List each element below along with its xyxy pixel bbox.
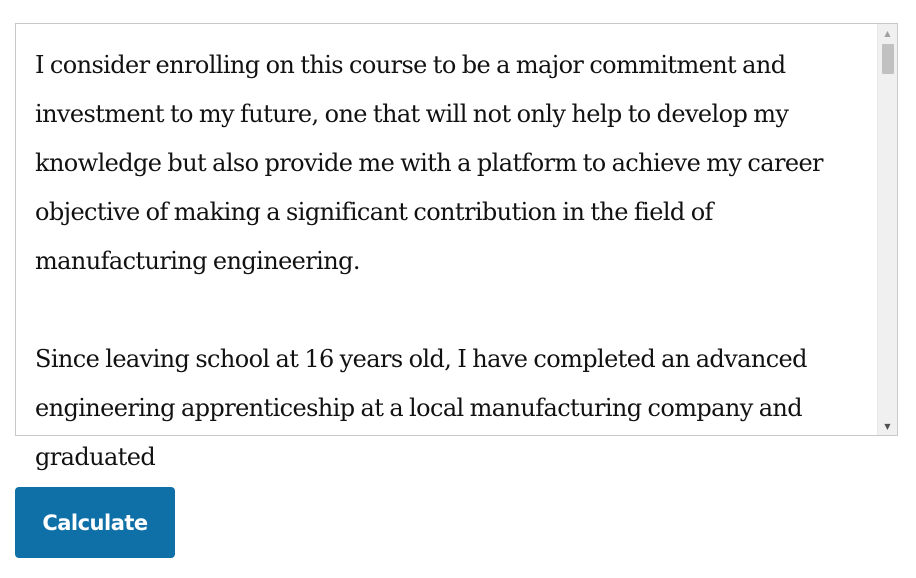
essay-textarea[interactable] xyxy=(15,23,898,471)
essay-paragraph-2: Since leaving school at 16 years old, I have completed an advanced engineering apprenticeship at a local manufacturing company and graduated xyxy=(35,345,807,471)
vertical-scrollbar[interactable] xyxy=(877,24,897,435)
essay-paragraph-1: I consider enrolling on this course to be a major commitment and investment to my future, one that will not only help to develop my knowledge but also provide me with a platform to achieve my career objective of making a significant contribution in the field of manufacturing engineering. xyxy=(35,51,823,275)
scroll-thumb[interactable] xyxy=(882,44,894,74)
scroll-up-arrow-icon[interactable]: ▲ xyxy=(884,28,891,38)
scroll-down-arrow-icon[interactable]: ▼ xyxy=(884,421,891,431)
calculate-button[interactable]: Calculate xyxy=(15,487,175,558)
essay-text[interactable] xyxy=(35,41,875,531)
